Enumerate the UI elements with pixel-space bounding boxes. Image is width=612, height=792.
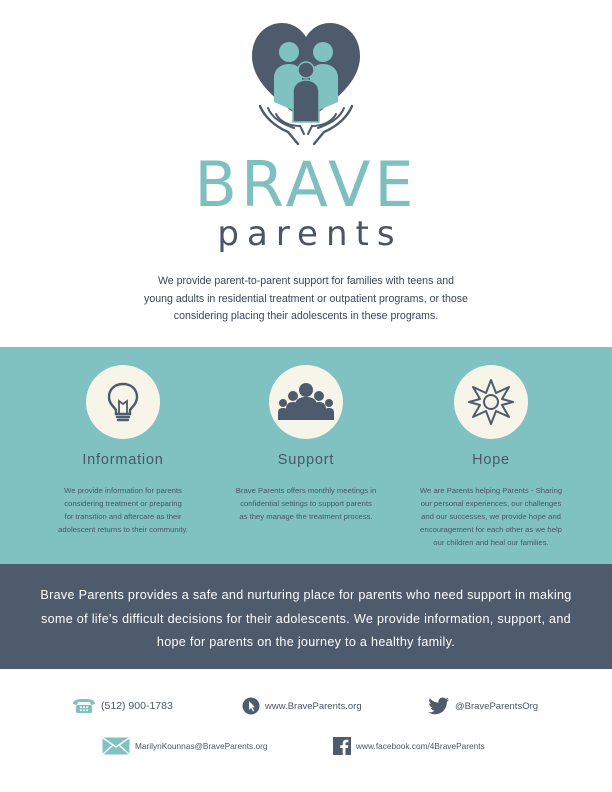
website-link[interactable]: www.BraveParents.org [265,700,362,712]
contact-facebook[interactable] [333,737,485,755]
brand-subtitle: parents [217,214,403,254]
contact-website[interactable] [242,697,362,715]
mission-line: Brave Parents provides a safe and nurturing place for parents who need support in making [40,588,572,602]
intro-line: We provide parent-to-parent support for families with teens and [158,275,454,287]
pillar-title: Support [277,452,335,468]
twitter-bird-icon [428,697,450,715]
pillar-title: Information [82,452,164,468]
mission-line: hope for parents on the journey to a healthy family. [156,635,456,649]
pillar-text-line: adolescent returns to their community. [58,525,188,534]
brand-logo [0,18,612,146]
pillar-text-line: considering treatment or preparing [64,499,182,508]
pillar-text-line: confidential settings to support parents [240,499,372,508]
pillar-support [208,365,404,523]
pillar-text-line: our personal experiences, our challenges [420,499,562,508]
phone-number: (512) 900-1783 [101,700,173,712]
pillar-text-line: and our successes, we provide hope and [421,512,561,521]
intro-line: considering placing their adolescents in these programs. [173,310,439,322]
sun-star-icon [454,365,528,439]
mission-statement [0,564,612,669]
brand-title: BRAVE [194,148,418,221]
heart-family-icon [246,18,366,146]
pillar-text-line: We are Parents helping Parents - Sharing [419,486,563,495]
lightbulb-icon [86,365,160,439]
pillar-text [208,484,404,523]
pillar-title: Hope [472,452,510,468]
email-address[interactable]: MarilynKounnas@BraveParents.org [135,741,268,751]
pillar-text-line: We provide information for parents [64,486,182,495]
phone-icon [72,698,96,714]
pillar-text-line: encouragement for each other as we help [420,525,562,534]
intro-line: young adults in residential treatment or outpatient programs, or those [144,292,468,305]
pillar-text-line: Brave Parents offers monthly meetings in [235,486,377,495]
facebook-url[interactable]: www.facebook.com/4BraveParents [356,741,485,751]
pillar-information [25,365,221,536]
contact-phone[interactable] [72,698,173,714]
pillar-text-line: as they manage the treatment process. [239,512,373,521]
cursor-icon [242,697,260,715]
envelope-icon [102,737,130,755]
contact-twitter[interactable] [428,697,538,715]
mission-line: some of life's difficult decisions for their adolescents. We provide information, support, and [41,611,571,626]
pillars-section [0,347,612,564]
pillar-hope [393,365,589,549]
facebook-icon [333,737,351,755]
pillar-text-line: our children and heal our families. [433,538,549,547]
group-icon [269,365,343,439]
intro-paragraph [110,273,502,326]
contact-email[interactable] [102,737,267,755]
pillar-text [25,484,221,536]
twitter-handle[interactable]: @BraveParentsOrg [455,700,539,712]
pillar-text-line: for transition and aftercare as their [64,512,182,521]
pillar-text [393,484,589,549]
